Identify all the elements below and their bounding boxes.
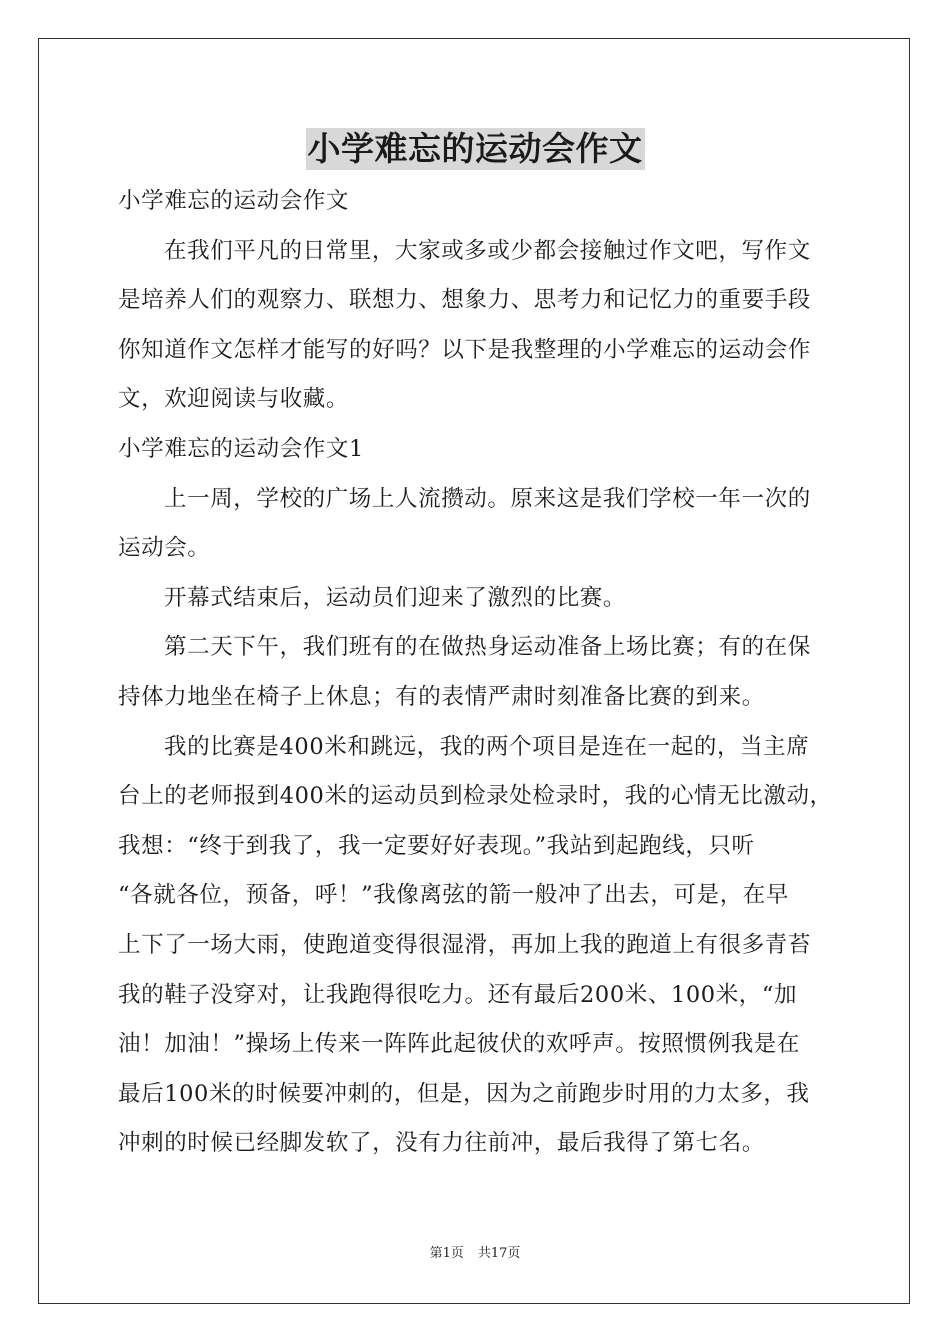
paragraph-line: 我的比赛是400米和跳远，我的两个项目是连在一起的，当主席 xyxy=(164,733,810,760)
paragraph-line: 油！加油！”操场上传来一阵阵此起彼伏的欢呼声。按照惯例我是在 xyxy=(118,1031,801,1058)
paragraph-line: 台上的老师报到400米的运动员到检录处检录时，我的心情无比激动， xyxy=(118,783,833,810)
paragraph-line: 文，欢迎阅读与收藏。 xyxy=(118,386,350,413)
paragraph-line: 运动会。 xyxy=(118,535,211,562)
page-footer xyxy=(0,1246,950,1262)
paragraph-line: 你知道作文怎样才能写的好吗？以下是我整理的小学难忘的运动会作 xyxy=(118,336,812,363)
paragraph-line: 在我们平凡的日常里，大家或多或少都会接触过作文吧，写作文 xyxy=(164,237,811,264)
document-title: 小学难忘的运动会作文 xyxy=(307,129,643,168)
title-container xyxy=(0,128,950,170)
paragraph-line: 持体力地坐在椅子上休息；有的表情严肃时刻准备比赛的到来。 xyxy=(118,683,765,710)
paragraph-line: 开幕式结束后，运动员们迎来了激烈的比赛。 xyxy=(164,584,627,611)
document-body xyxy=(118,177,838,1169)
paragraph-line: 冲刺的时候已经脚发软了，没有力往前冲，最后我得了第七名。 xyxy=(118,1130,765,1157)
paragraph-line: 我的鞋子没穿对，让我跑得很吃力。还有最后200米、100米，“加 xyxy=(118,981,798,1008)
paragraph-line: 上下了一场大雨，使跑道变得很湿滑，再加上我的跑道上有很多青苔 xyxy=(118,931,812,958)
paragraph-line: 上一周，学校的广场上人流攒动。原来这是我们学校一年一次的 xyxy=(164,485,811,512)
paragraph-line: 最后100米的时候要冲刺的，但是，因为之前跑步时用的力太多，我 xyxy=(118,1080,810,1107)
paragraph-line: 我想：“终于到我了，我一定要好好表现。”我站到起跑线，只听 xyxy=(118,832,755,859)
paragraph-line: 第二天下午，我们班有的在做热身运动准备上场比赛；有的在保 xyxy=(164,634,811,661)
page-total: 共17页 xyxy=(477,1246,521,1261)
paragraph-line: “各就各位，预备，呼！”我像离弦的箭一般冲了出去，可是，在早 xyxy=(118,882,790,909)
section-heading: 小学难忘的运动会作文1 xyxy=(118,435,364,462)
page-number: 第1页 xyxy=(429,1246,464,1261)
paragraph-line: 是培养人们的观察力、联想力、想象力、思考力和记忆力的重要手段 xyxy=(118,287,812,314)
paragraph-line: 小学难忘的运动会作文 xyxy=(118,188,350,214)
